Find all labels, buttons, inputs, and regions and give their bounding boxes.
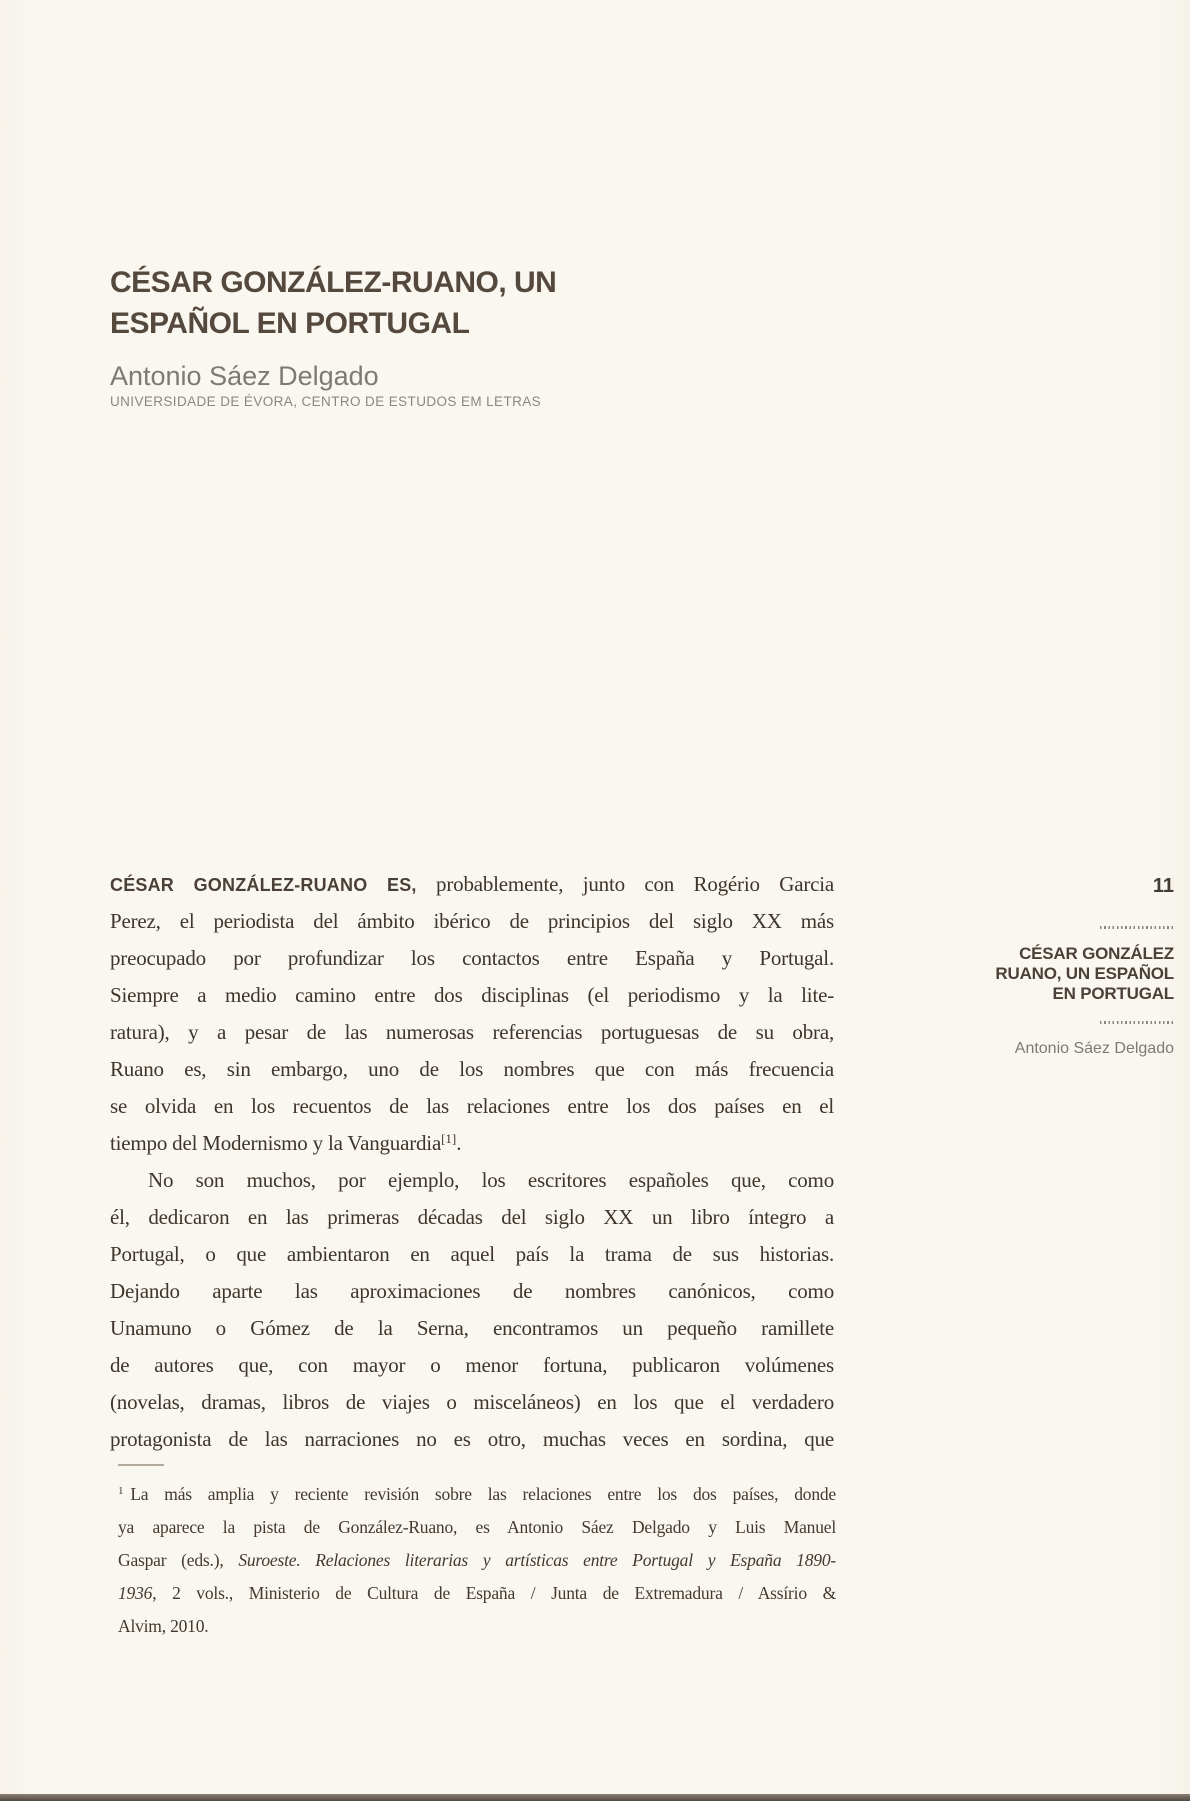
running-header-sidebar [964,874,1174,1058]
footnote-text: , 2 vols., Ministerio de Cultura de España / Junta de Extremadura / Assírio & [152,1583,836,1603]
body-line [110,866,834,903]
body-line: Portugal, o que ambientaron en aquel país la trama de sus historias. [110,1242,834,1266]
body-line: ratura), y a pesar de las numerosas referencias portuguesas de su obra, [110,1020,834,1044]
body-line: protagonista de las narraciones no es otro, muchas veces en sordina, que [110,1427,834,1451]
footnote-line [118,1478,836,1511]
footnote-block [118,1478,836,1643]
sidebar-author-name: Antonio Sáez Delgado [1014,1040,1174,1057]
footnote-line [118,1544,836,1577]
body-line: (novelas, dramas, libros de viajes o misceláneos) en los que el verdadero [110,1390,834,1414]
running-title [964,944,1174,1004]
body-line: Dejando aparte las aproximaciones de nombres canónicos, como [110,1279,834,1303]
footnote-text: Gaspar (eds.), [118,1550,239,1570]
paragraph-2 [110,1162,834,1458]
footnote-line: Alvim, 2010. [118,1616,209,1636]
body-line: No son muchos, por ejemplo, los escritores españoles que, como [148,1168,834,1192]
body-text-column [110,866,834,1458]
article-header [110,262,850,410]
paragraph-1 [110,866,834,1162]
footnote-marker: 1 [118,1485,124,1497]
body-line-punct: . [456,1131,462,1155]
body-line: Ruano es, sin embargo, uno de los nombres que con más frecuencia [110,1057,834,1081]
body-line: se olvida en los recuentos de las relaciones entre los dos países en el [110,1094,834,1118]
page-number: 11 [1152,875,1174,897]
footnote-text: La más amplia y reciente revisión sobre las relaciones entre los dos países, donde [130,1484,836,1504]
body-line: Unamuno o Gómez de la Serna, encontramos un pequeño ramillete [110,1316,834,1340]
footnote-book-title: Suroeste. Relaciones literarias y artísticas entre Portugal y España 1890- [238,1550,836,1570]
body-line [110,1125,834,1162]
footnote-line: ya aparece la pista de González-Ruano, es Antonio Sáez Delgado y Luis Manuel [118,1517,836,1537]
running-title-line: EN PORTUGAL [1052,984,1174,1003]
footnote-line [118,1577,836,1610]
scan-bottom-edge [0,1794,1190,1801]
article-title-line-2: ESPAÑOL EN PORTUGAL [110,307,470,340]
dotted-divider-top [1100,926,1174,929]
footnote-book-title: 1936 [118,1583,153,1603]
running-title-line: RUANO, UN ESPAÑOL [995,964,1174,983]
body-line: de autores que, con mayor o menor fortuna, publicaron volúmenes [110,1353,834,1377]
author-affiliation: UNIVERSIDADE DE ÉVORA, CENTRO DE ESTUDOS EM LETRAS [110,394,542,409]
footnote-reference: [1] [441,1131,457,1146]
author-name: Antonio Sáez Delgado [110,361,379,391]
body-line: preocupado por profundizar los contactos entre España y Portugal. [110,946,834,970]
body-line: Siempre a medio camino entre dos disciplinas (el periodismo y la lite- [110,983,834,1007]
lead-in-smallcaps: CÉSAR GONZÁLEZ-RUANO ES, [110,875,417,895]
body-line: Perez, el periodista del ámbito ibérico de principios del siglo XX más [110,909,834,933]
body-line-text: tiempo del Modernismo y la Vanguardia [110,1131,442,1155]
dotted-divider-bottom [1100,1021,1174,1024]
article-title-line-1: CÉSAR GONZÁLEZ-RUANO, UN [110,266,557,299]
footnote-separator-rule [118,1464,164,1466]
running-title-line: CÉSAR GONZÁLEZ [1019,944,1174,963]
body-line-text: probablemente, junto con Rogério Garcia [416,872,834,896]
body-line: él, dedicaron en las primeras décadas del siglo XX un libro íntegro a [110,1205,834,1229]
